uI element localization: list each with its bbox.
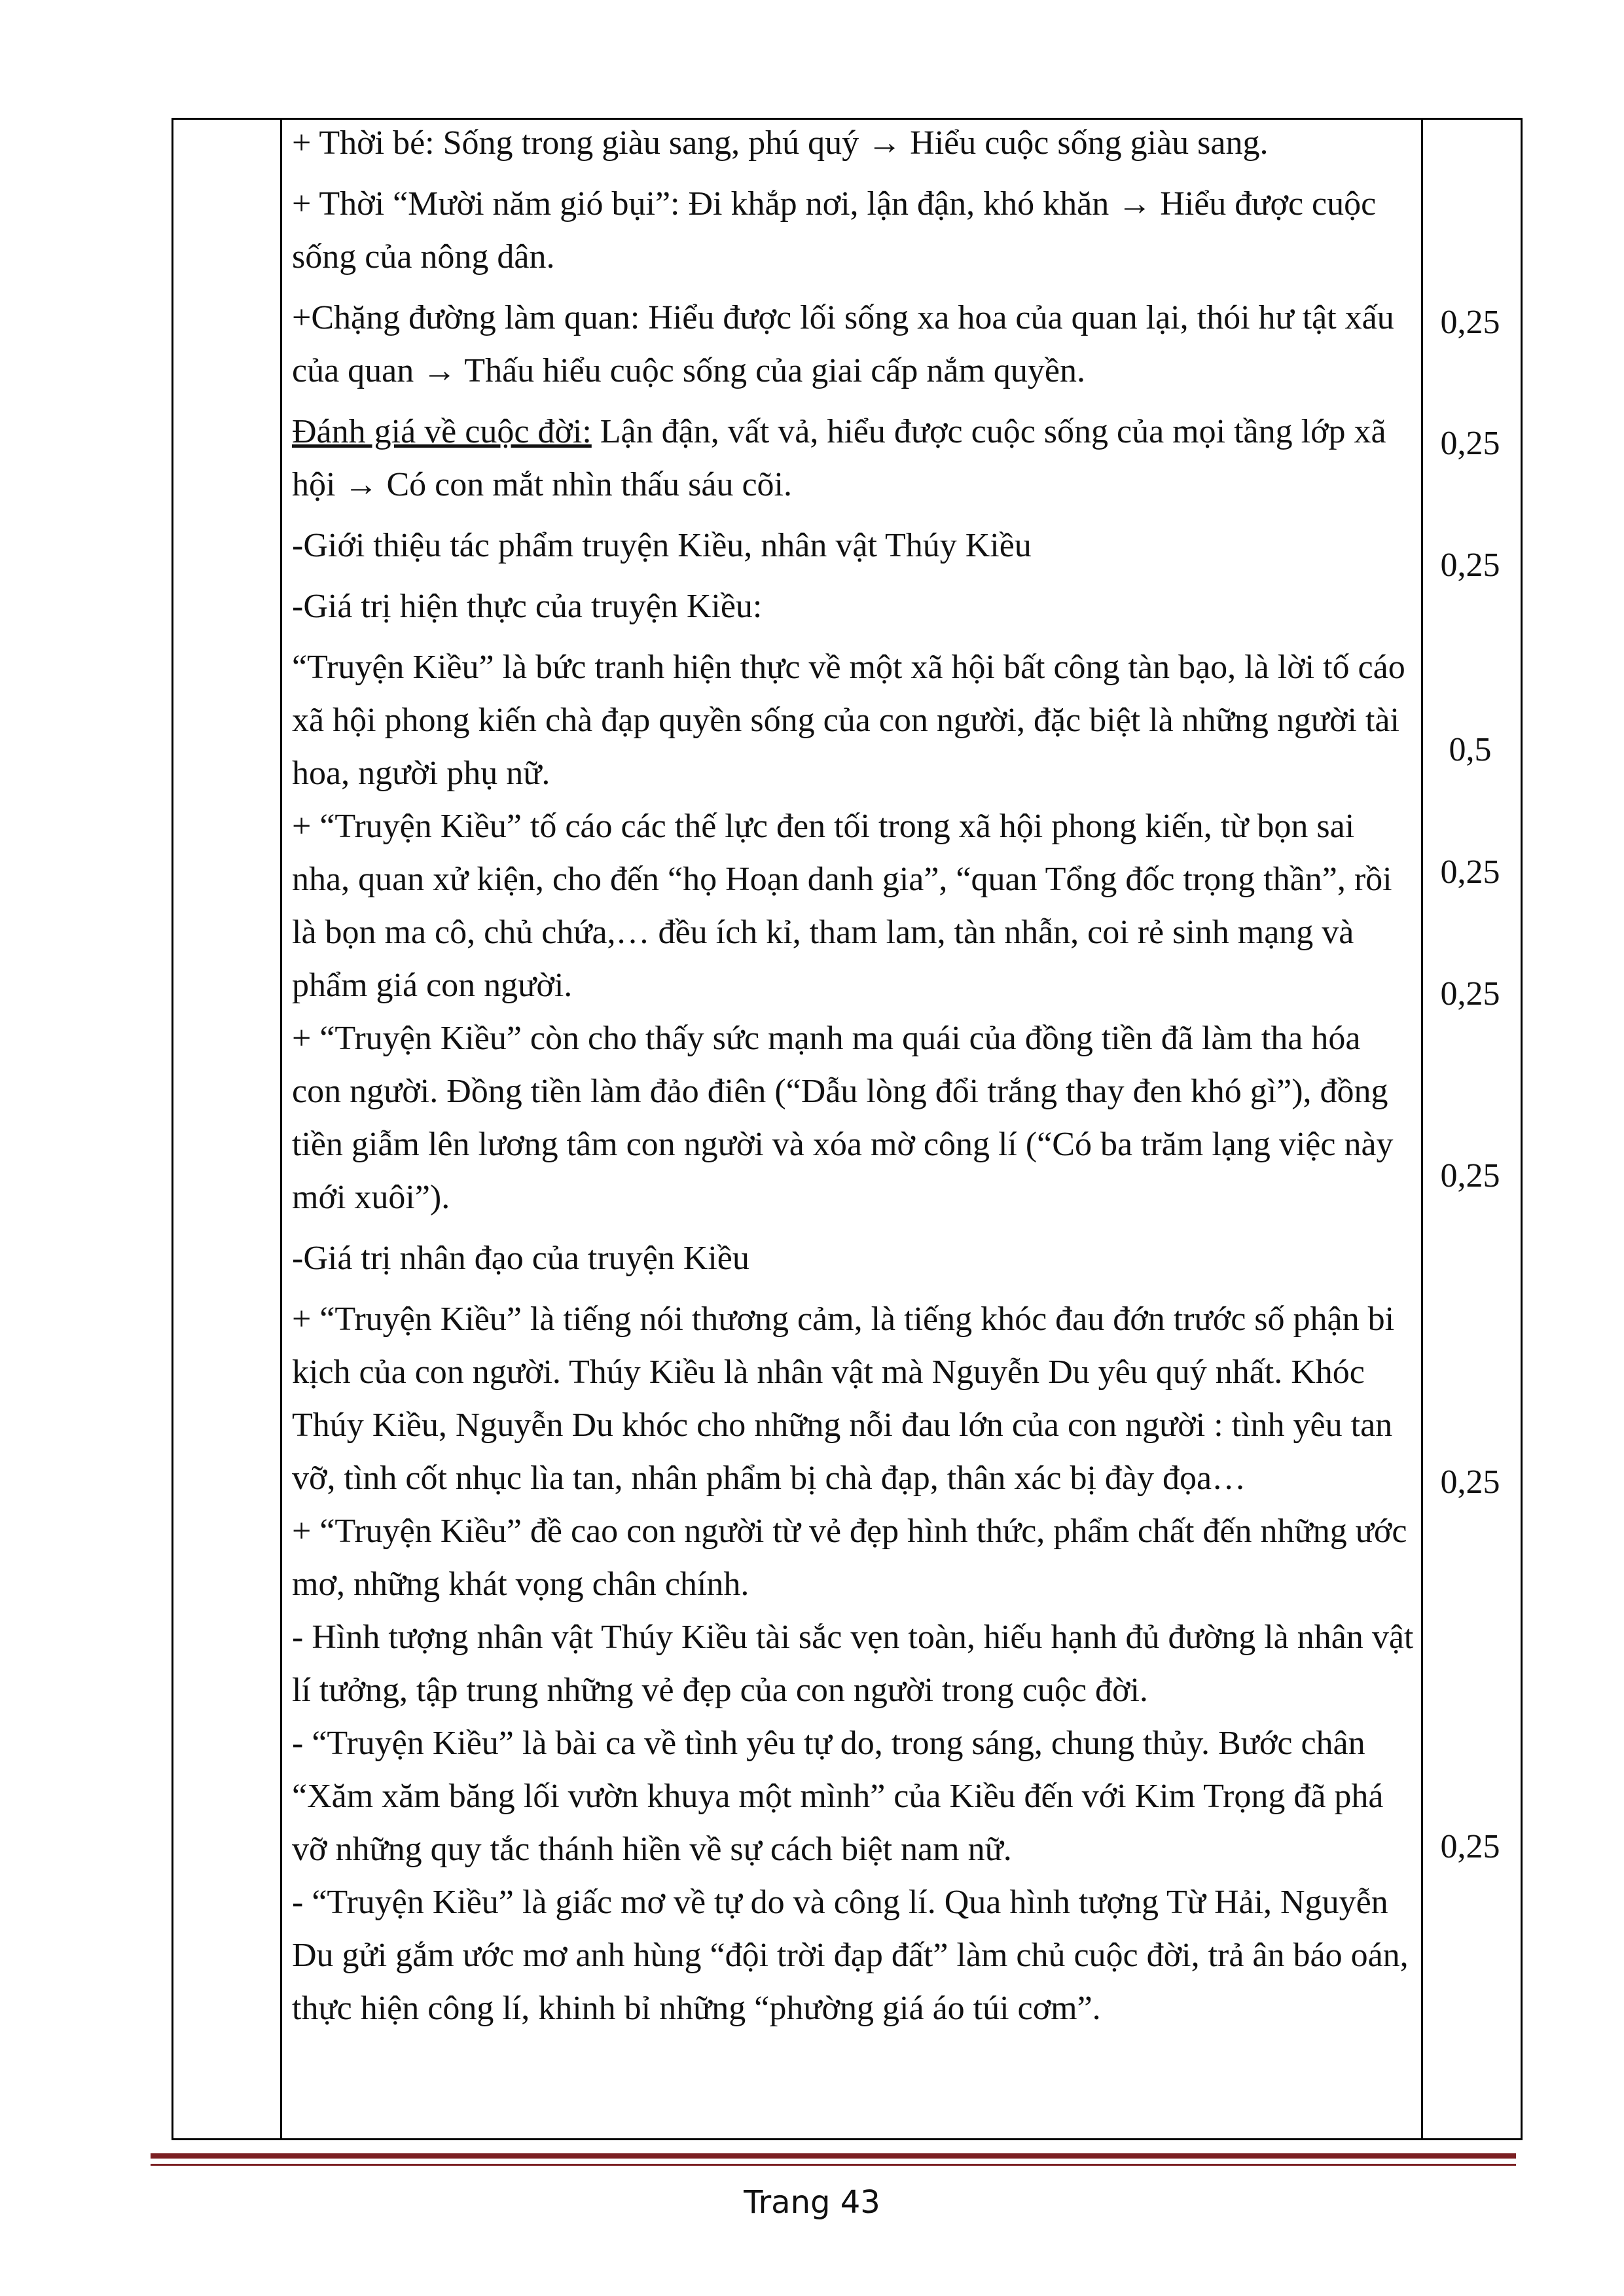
- paragraph-free-love: - “Truyện Kiều” là bài ca về tình yêu tự do, trong sáng, chung thủy. Bước chân “Xăm xăm băng lối vườn khuya một mình” của Kiều đến với Kim Trọng đã phá vỡ những quy tắc thánh hiền về sự cách biệt nam nữ.: [292, 1725, 1384, 1868]
- paragraph-dark-forces: + “Truyện Kiều” tố cáo các thế lực đen tối trong xã hội phong kiến, từ bọn sai nha, quan xử kiện, cho đến “họ Hoạn danh gia”, “quan Tổng đốc trọng thần”, rồi là bọn ma cô, chủ chứa,… đều ích kỉ, tham lam, tàn nhẫn, coi rẻ sinh mạng và phẩm giá con người.: [292, 808, 1392, 1004]
- paragraph-freedom-justice: - “Truyện Kiều” là giấc mơ về tự do và công lí. Qua hình tượng Từ Hải, Nguyễn Du gửi gắm ước mơ anh hùng “đội trời đạp đất” làm chủ cuộc đời, trả ân báo oán, thực hiện công lí, khinh bỉ những “phường giá áo túi cơm”.: [292, 1884, 1409, 2027]
- paragraph-realism-overview: “Truyện Kiều” là bức tranh hiện thực về một xã hội bất công tàn bạo, là lời tố cáo xã hội phong kiến chà đạp quyền sống của con người, đặc biệt là những người tài hoa, người phụ nữ.: [292, 649, 1405, 792]
- paragraph-realism-heading: -Giá trị hiện thực của truyện Kiều:: [292, 588, 763, 625]
- score-value: 0,5: [1449, 731, 1492, 768]
- life-assessment-text: Lận đận, vất vả, hiểu được cuộc sống của mọi tầng lớp xã hội → Có con mắt nhìn thấu sáu cõi.: [292, 413, 1386, 503]
- answer-content: [292, 117, 1418, 2035]
- footer-rule-thick: [151, 2153, 1516, 2159]
- paragraph-compassion: + “Truyện Kiều” là tiếng nói thương cảm, là tiếng khóc đau đớn trước số phận bi kịch của con người. Thúy Kiều là nhân vật mà Nguyễn Du yêu quý nhất. Khóc Thúy Kiều, Nguyễn Du khóc cho những nỗi đau lớn của con người : tình yêu tan vỡ, tình cốt nhục lìa tan, nhân phẩm bị chà đạp, thân xác bị đày đọa…: [292, 1300, 1395, 1497]
- paragraph-official-career: +Chặng đường làm quan: Hiểu được lối sống xa hoa của quan lại, thói hư tật xấu của quan → Thấu hiểu cuộc sống của giai cấp nắm quyền.: [292, 299, 1394, 389]
- page-number: Trang 43: [744, 2184, 880, 2221]
- paragraph-wandering-years: + Thời “Mười năm gió bụi”: Đi khắp nơi, lận đận, khó khăn → Hiểu được cuộc sống của nông dân.: [292, 185, 1377, 276]
- life-assessment-label: Đánh giá về cuộc đời:: [292, 413, 592, 450]
- score-value: 0,25: [1440, 304, 1500, 341]
- paragraph-work-intro: -Giới thiệu tác phẩm truyện Kiều, nhân vật Thúy Kiều: [292, 527, 1032, 564]
- column-divider-1: [280, 120, 282, 2138]
- paragraph-childhood: + Thời bé: Sống trong giàu sang, phú quý → Hiểu cuộc sống giàu sang.: [292, 124, 1269, 162]
- paragraph-money-power: + “Truyện Kiều” còn cho thấy sức mạnh ma quái của đồng tiền đã làm tha hóa con người. Đồng tiền làm đảo điên (“Dẫu lòng đổi trắng thay đen khó gì”), đồng tiền giẫm lên lương tâm con người và xóa mờ công lí (“Có ba trăm lạng việc này mới xuôi”).: [292, 1020, 1394, 1216]
- score-value: 0,25: [1440, 425, 1500, 462]
- score-value: 0,25: [1440, 975, 1500, 1013]
- score-value: 0,25: [1440, 1463, 1500, 1501]
- paragraph-life-assessment: [292, 405, 1418, 511]
- paragraph-humanism-heading: -Giá trị nhân đạo của truyện Kiều: [292, 1240, 749, 1277]
- paragraph-thuy-kieu-ideal: - Hình tượng nhân vật Thúy Kiều tài sắc vẹn toàn, hiếu hạnh đủ đường là nhân vật lí tưởng, tập trung những vẻ đẹp của con người trong cuộc đời.: [292, 1619, 1414, 1709]
- score-value: 0,25: [1440, 547, 1500, 584]
- score-value: 0,25: [1440, 853, 1500, 891]
- score-value: 0,25: [1440, 1157, 1500, 1194]
- score-value: 0,25: [1440, 1828, 1500, 1865]
- paragraph-human-beauty: + “Truyện Kiều” đề cao con người từ vẻ đẹp hình thức, phẩm chất đến những ước mơ, những khát vọng chân chính.: [292, 1513, 1407, 1603]
- footer-rule-thin: [151, 2164, 1516, 2166]
